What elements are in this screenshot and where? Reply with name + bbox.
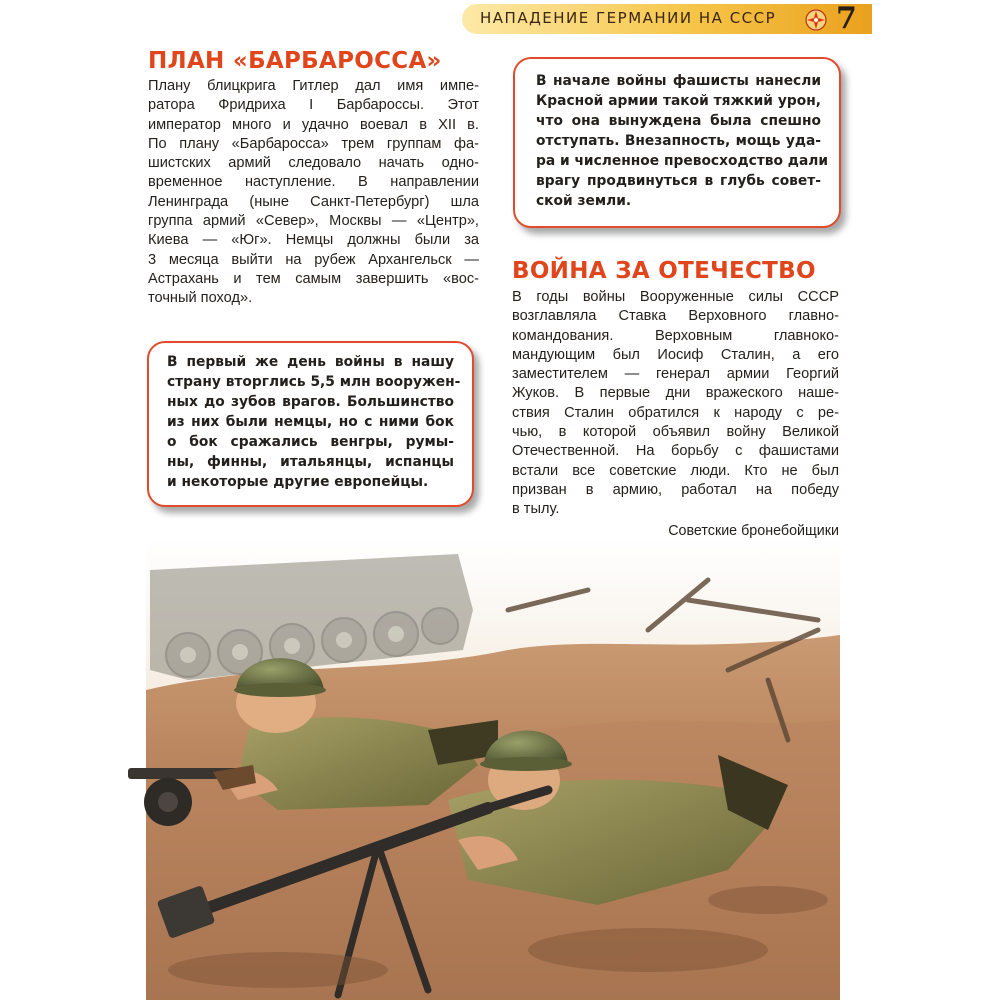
fatherland-heading: ВОЙНА ЗА ОТЕЧЕСТВО [512,258,816,284]
soldiers-illustration [128,540,840,1000]
text-line: отступать. Внезапность, мощь уда- [536,133,821,149]
text-line: шистских армий следовало начать одно- [148,155,479,172]
text-line: ратора Фридриха I Барбароссы. Этот [148,97,479,114]
text-line: встали все советские люди. Кто не был [512,462,839,479]
text-line: группа армий «Север», Москвы — «Центр», [148,213,479,230]
invasion-callout-text [167,352,461,492]
text-line: и некоторые другие европейцы. [167,474,429,490]
text-line: император много и удачно воевал в XII в. [148,116,479,133]
text-line: временное наступление. В направлении [148,174,479,191]
text-line: Красной армии такой тяжкий урон, [536,93,821,109]
text-line: В годы войны Вооруженные силы СССР [512,289,839,305]
illustration-caption: Советские бронебойщики [668,523,839,539]
text-line: ствия Сталин обратился к народу с ре- [512,404,839,421]
text-line: мандующим был Иосиф Сталин, а его [512,346,839,363]
text-line: точный поход». [148,290,253,307]
text-line: возглавляла Ставка Верховного главно- [512,308,839,325]
barbarossa-heading: ПЛАН «БАРБАРОССА» [148,48,442,74]
red-star-compass-icon [805,9,827,31]
text-line: ра и численное превосходство дали [536,153,829,169]
text-line: страну вторглись 5,5 млн вооружен- [167,374,461,390]
text-line: ных до зубов врагов. Большинство [167,394,454,410]
text-line: Отечественной. На борьбу с фашистами [512,443,839,460]
text-line: По плану «Барбаросса» трем группам фа- [148,135,479,152]
text-line: В начале войны фашисты нанесли [536,73,821,89]
fatherland-paragraph [512,288,839,520]
barbarossa-paragraph [148,77,479,309]
text-line: 3 месяца выйти на рубеж Архангельск — [148,251,479,268]
text-line: командования. Верховным главноко- [512,327,839,344]
text-line: Плану блицкрига Гитлер дал имя импе- [148,78,479,94]
retreat-callout-text [536,71,829,211]
text-line: Жуков. В первые дни вражеского наше- [512,385,839,402]
text-line: призван в армию, работал на победу [512,481,839,498]
text-line: из них были немцы, но с ними бок [167,414,454,430]
text-line: Киева — «Юг». Немцы должны были за [148,232,479,249]
section-title: НАПАДЕНИЕ ГЕРМАНИИ НА СССР [480,9,777,27]
text-line: Астрахань и тем самым завершить «вос- [148,270,479,287]
text-line: о бок сражались венгры, румы- [167,434,454,450]
text-line: чью, в которой объявил войну Великой [512,424,839,441]
text-line: заместителем — генерал армии Георгий [512,366,839,383]
text-line: в тылу. [512,501,560,518]
text-line: ской земли. [536,193,632,209]
text-line: Ленинграда (ныне Санкт-Петербург) шла [148,193,479,210]
text-line: ны, финны, итальянцы, испанцы [167,454,454,470]
page-number: 7 [836,1,857,36]
text-line: врагу продвинуться в глубь совет- [536,173,821,189]
text-line: что она вынуждена была спешно [536,113,821,129]
text-line: В первый же день войны в нашу [167,354,454,370]
